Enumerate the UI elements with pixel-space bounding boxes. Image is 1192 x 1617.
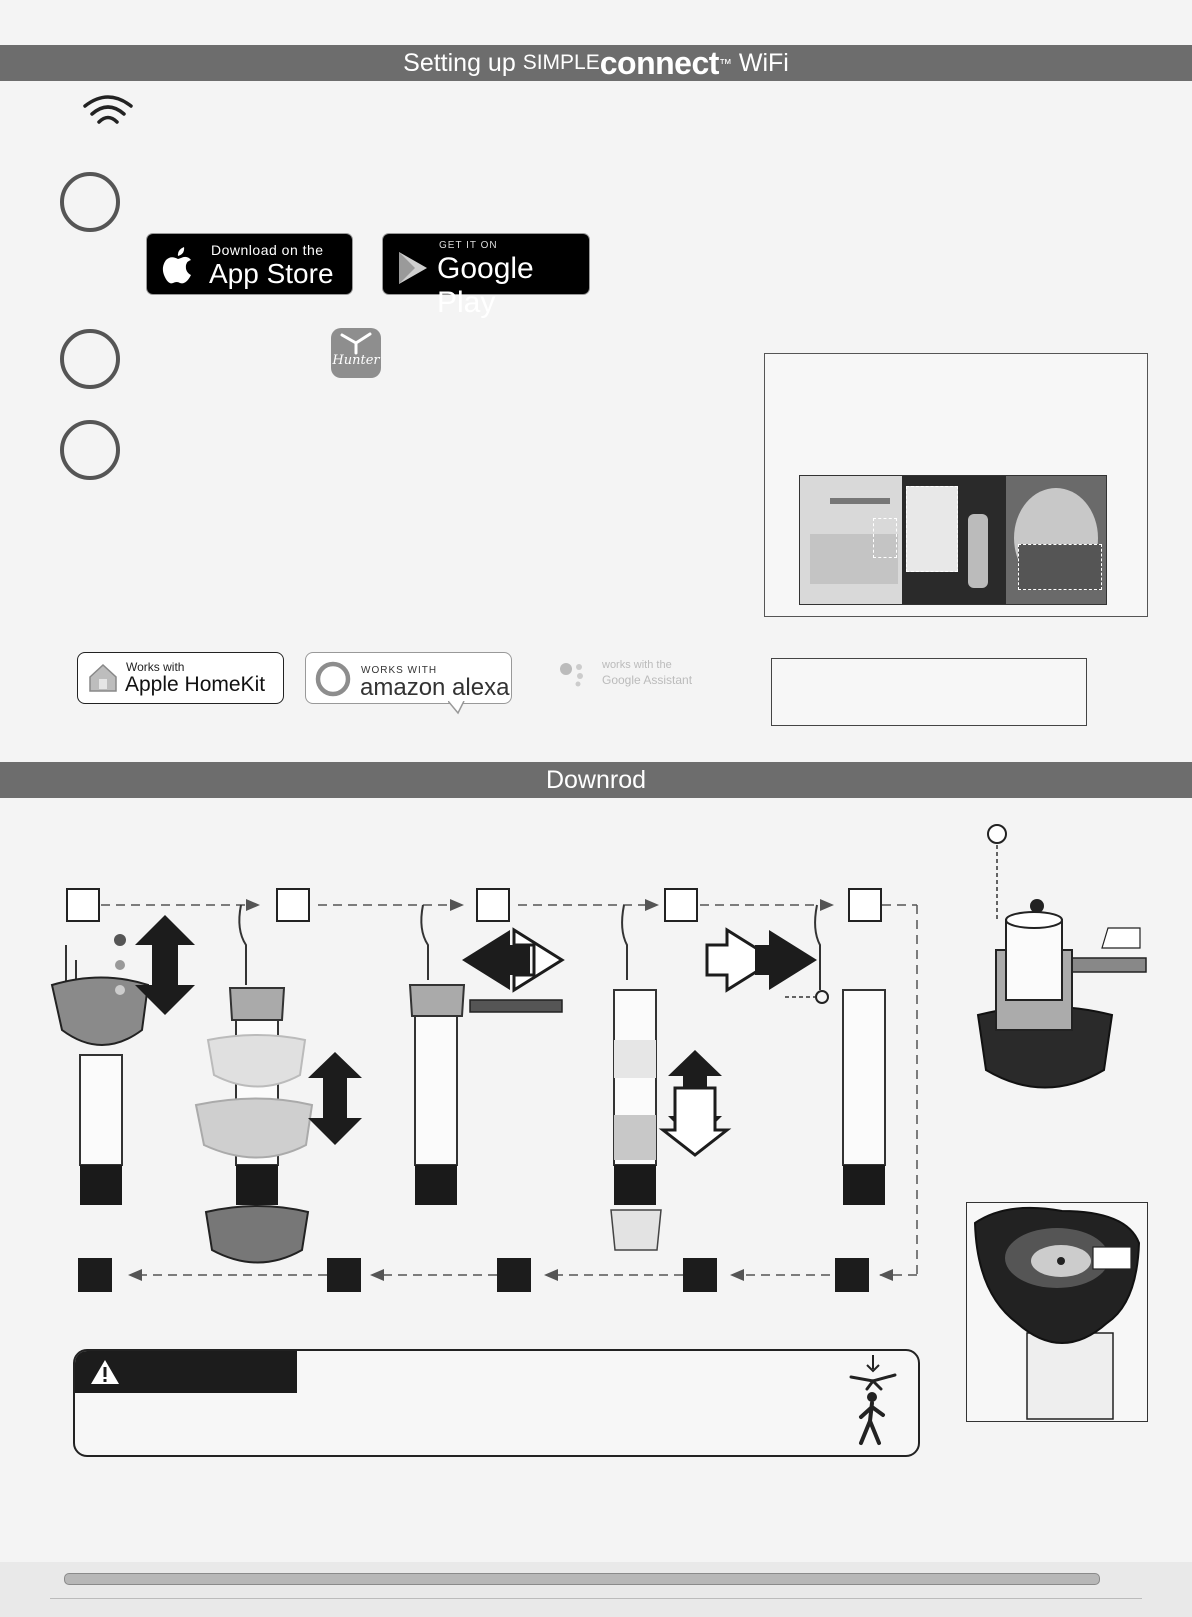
banner-tm: ™ [718, 55, 732, 71]
homekit-big: Apple HomeKit [125, 673, 266, 696]
banner-suffix: WiFi [738, 48, 789, 77]
step-3-illustration [410, 905, 562, 1205]
fan-location-info-box [764, 353, 1148, 617]
app-store-big: App Store [209, 258, 334, 289]
google-assistant-line2: Google Assistant [602, 673, 693, 687]
fan-photo-3 [1006, 476, 1106, 604]
fan-photo-2 [902, 476, 1006, 604]
step-5-illustration [707, 905, 885, 1205]
alexa-big: amazon alexa [360, 674, 510, 701]
footer-band [0, 1562, 1192, 1617]
home-icon [86, 661, 120, 695]
play-store-icon [397, 250, 429, 286]
step-square-9 [327, 1258, 361, 1292]
downrod-title: Downrod [545, 765, 647, 794]
app-store-small: Download on the [211, 242, 324, 258]
step-square-1 [66, 888, 100, 922]
wifi-icon [82, 92, 134, 130]
hunter-app-icon [331, 328, 381, 378]
app-store-button[interactable] [147, 234, 352, 294]
footer-rule [50, 1598, 1142, 1599]
downrod-banner [0, 762, 1192, 798]
wifi-setup-banner [0, 45, 1192, 81]
homekit-small: Works with [126, 660, 185, 674]
warning-triangle-icon [89, 1358, 121, 1386]
google-play-big: Google Play [437, 252, 534, 319]
google-play-small: GET IT ON [439, 240, 498, 251]
speech-tail [448, 701, 468, 715]
google-assistant-line1: works with the [602, 659, 672, 671]
alexa-small: WORKS WITH [361, 665, 438, 676]
footer-bar [64, 1573, 1100, 1585]
warning-header [75, 1351, 297, 1393]
canopy-bottom-view [967, 1203, 1147, 1421]
banner-simple: SIMPLE [522, 51, 600, 74]
step-square-6 [835, 1258, 869, 1292]
step-square-7 [683, 1258, 717, 1292]
step-2-illustration [196, 905, 362, 1263]
step-square-8 [497, 1258, 531, 1292]
step-circle-3 [60, 420, 120, 480]
step-1-illustration [52, 915, 195, 1205]
google-assistant-badge [558, 655, 708, 695]
banner-connect: connect [599, 44, 719, 81]
step-circle-1 [60, 172, 120, 232]
canopy-assembly-illustration [978, 825, 1146, 1088]
hunter-app-label: Hunter [332, 353, 380, 368]
step-square-2 [276, 888, 310, 922]
fan-photo-1 [800, 476, 902, 604]
step-square-5 [848, 888, 882, 922]
step-square-3 [476, 888, 510, 922]
google-assistant-icon [558, 659, 588, 689]
google-play-button[interactable] [383, 234, 589, 319]
step-circle-2 [60, 329, 120, 389]
fan-photo-strip [799, 475, 1107, 605]
fan-logo-icon [336, 331, 376, 355]
banner-prefix: Setting up [403, 48, 516, 77]
falling-fan-person-icon [843, 1353, 903, 1451]
canopy-bottom-view-box [966, 1202, 1148, 1422]
step-square-4 [664, 888, 698, 922]
warning-box [73, 1349, 920, 1457]
homekit-badge [77, 652, 284, 704]
alexa-ring-icon [314, 660, 352, 698]
step-square-10 [78, 1258, 112, 1292]
apple-icon [161, 245, 195, 285]
empty-note-box [771, 658, 1087, 726]
alexa-badge [305, 652, 512, 704]
